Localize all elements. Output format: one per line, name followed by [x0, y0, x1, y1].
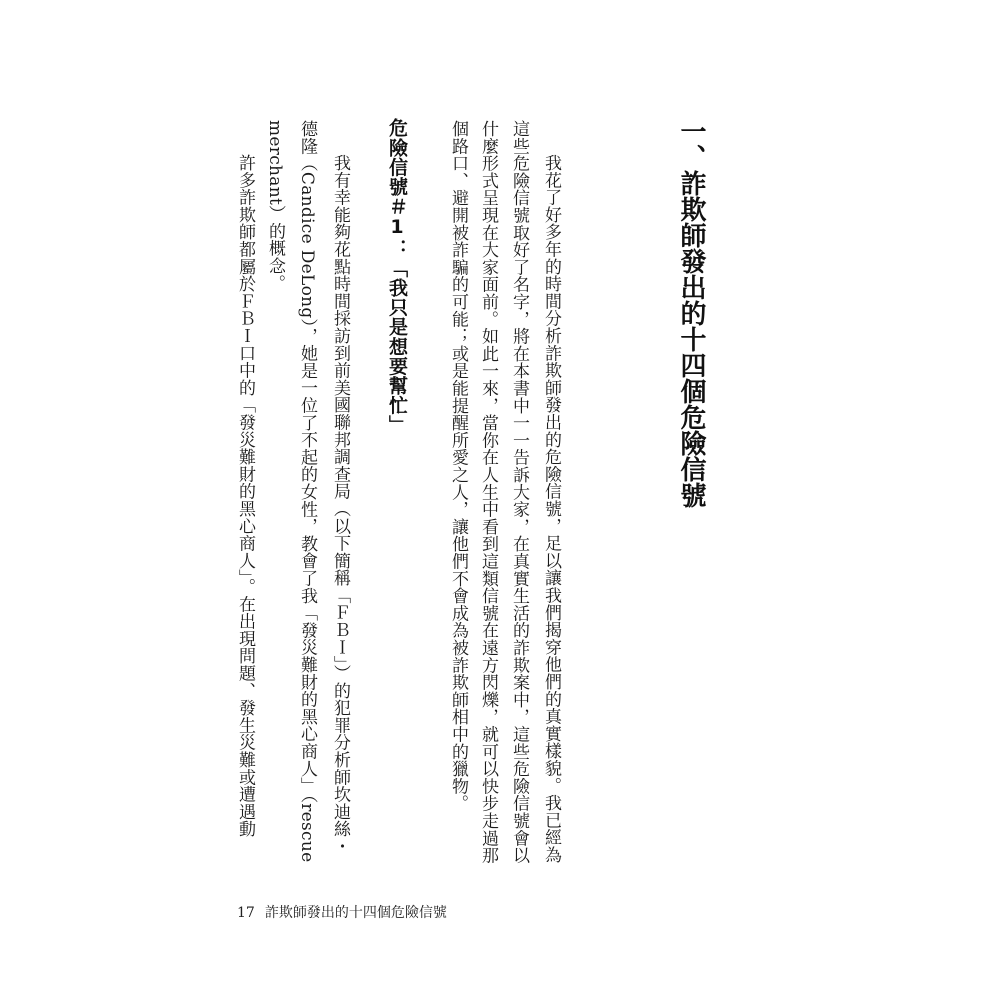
section-line-2: 德隆（Candice DeLong），她是一位了不起的女性，教會了我「發災難財的黑心商人」（rescue — [297, 120, 317, 863]
section-heading: 危險信號＃1：「我只是想要幫忙」 — [386, 118, 408, 435]
intro-line-3: 什麼形式呈現在大家面前。如此一來，當你在人生中看到這類信號在遠方閃爍，就可以快步走過那 — [478, 120, 498, 864]
section-line-1: 我有幸能夠花點時間採訪到前美國聯邦調查局（以下簡稱「ＦＢＩ」）的犯罪分析師坎迪絲・ — [330, 154, 350, 855]
intro-line-2: 這些危險信號取好了名字，將在本書中一一告訴大家，在真實生活的詐欺案中，這些危險信號會以 — [509, 120, 529, 864]
intro-line-1: 我花了好多年的時間分析詐欺師發出的危險信號，足以讓我們揭穿他們的真實樣貌。我已經為 — [541, 154, 561, 864]
section-line-3: merchant）的概念。 — [265, 120, 285, 292]
intro-line-4: 個路口、避開被詐騙的可能；或是能提醒所愛之人，讓他們不會成為被詐欺師相中的獵物。 — [448, 120, 468, 812]
page-number: 17 — [237, 905, 255, 921]
chapter-title: 一、詐欺師發出的十四個危險信號 — [676, 118, 706, 508]
page-footer — [237, 904, 447, 922]
running-title: 詐欺師發出的十四個危險信號 — [264, 905, 447, 921]
section-line-4: 許多詐欺師都屬於ＦＢＩ口中的「發災難財的黑心商人」。在出現問題、發生災難或遭遇動 — [235, 154, 255, 838]
